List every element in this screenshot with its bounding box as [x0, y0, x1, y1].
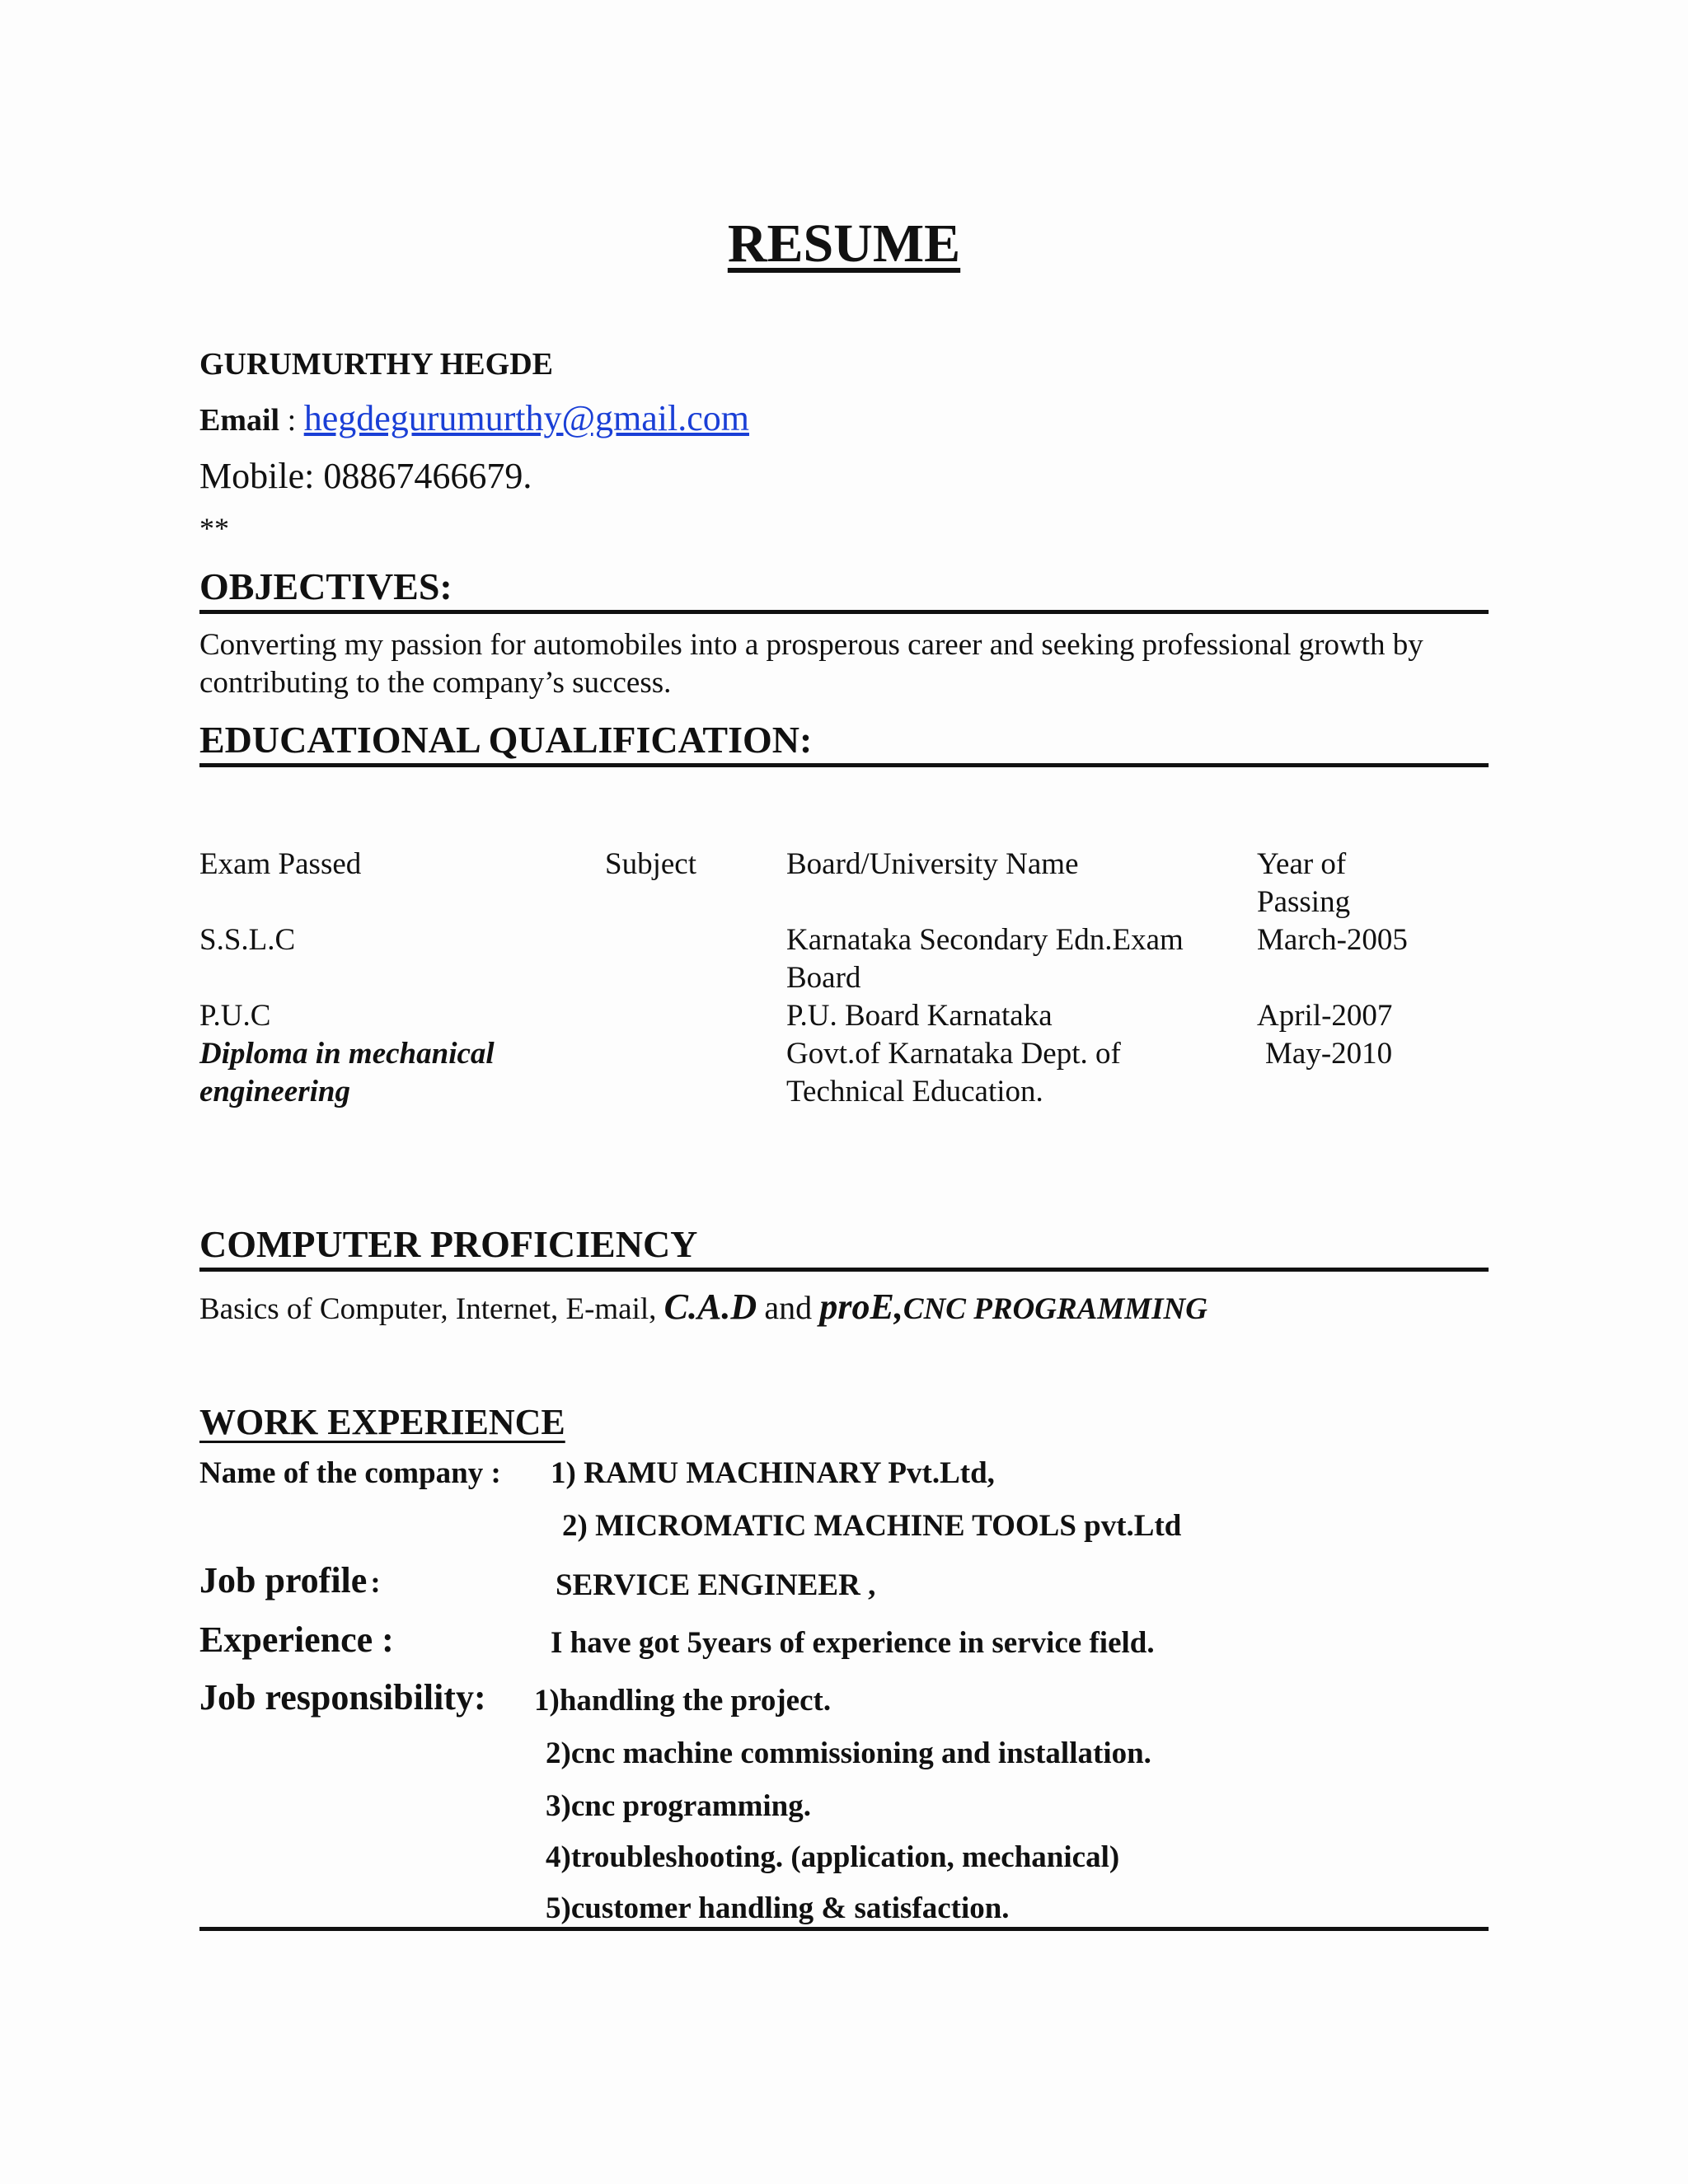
- table-cell-exam: P.U.C: [199, 999, 271, 1033]
- skill-proe: proE,: [819, 1286, 903, 1327]
- list-item: 2)cnc machine commissioning and installation.: [546, 1736, 1151, 1770]
- experience-label: Experience :: [199, 1619, 394, 1660]
- col-header-year: Year of Passing: [1257, 847, 1351, 919]
- table-cell-year: April-2007: [1257, 999, 1393, 1033]
- col-header-exam: Exam Passed: [199, 847, 362, 881]
- education-heading: EDUCATIONAL QUALIFICATION:: [199, 719, 1489, 767]
- job-profile-value: SERVICE ENGINEER ,: [556, 1568, 876, 1602]
- skill-cad: C.A.D: [663, 1286, 757, 1327]
- job-profile-separator: :: [370, 1566, 381, 1600]
- objectives-text: Converting my passion for automobiles into a prosperous career and seeking professional growth by contributing to the company’s success.: [199, 628, 1423, 700]
- email-line: [199, 397, 749, 439]
- skills-basics: Basics of Computer, Internet, E-mail,: [199, 1292, 657, 1326]
- computer-heading: COMPUTER PROFICIENCY: [199, 1223, 1489, 1272]
- table-cell-board: Karnataka Secondary Edn.Exam Board: [786, 923, 1184, 995]
- table-cell-board: Govt.of Karnataka Dept. of Technical Education.: [786, 1037, 1121, 1108]
- col-header-subject: Subject: [605, 847, 696, 881]
- company-1: 1) RAMU MACHINARY Pvt.Ltd,: [551, 1456, 995, 1490]
- work-heading-text: WORK EXPERIENCE: [199, 1402, 565, 1442]
- job-profile-label-line: [199, 1559, 381, 1601]
- col-header-board: Board/University Name: [786, 847, 1079, 881]
- computer-skills: [199, 1286, 1207, 1328]
- table-cell-exam: S.S.L.C: [199, 923, 296, 957]
- stars-marker: **: [199, 512, 229, 545]
- objectives-heading: OBJECTIVES:: [199, 565, 1489, 614]
- page-title: RESUME: [727, 213, 961, 274]
- email-link[interactable]: hegdegurumurthy@gmail.com: [303, 398, 749, 438]
- email-separator: :: [287, 403, 297, 438]
- bottom-divider: [199, 1927, 1489, 1931]
- experience-value: I have got 5years of experience in service field.: [551, 1626, 1155, 1660]
- email-label: Email: [199, 403, 280, 438]
- table-cell-year: May-2010: [1265, 1037, 1393, 1071]
- responsibility-label: Job responsibility:: [199, 1677, 486, 1718]
- work-heading: [199, 1401, 565, 1443]
- list-item: 3)cnc programming.: [546, 1789, 811, 1823]
- list-item: 5)customer handling & satisfaction.: [546, 1891, 1010, 1925]
- job-profile-label: Job profile: [199, 1560, 368, 1601]
- company-label: Name of the company :: [199, 1456, 501, 1490]
- list-item: 4)troubleshooting. (application, mechanical): [546, 1840, 1120, 1874]
- table-cell-board: P.U. Board Karnataka: [786, 999, 1053, 1033]
- company-2: 2) MICROMATIC MACHINE TOOLS pvt.Ltd: [562, 1509, 1182, 1543]
- list-item: 1)handling the project.: [534, 1684, 832, 1718]
- table-cell-year: March-2005: [1257, 923, 1408, 957]
- mobile-number: Mobile: 08867466679.: [199, 456, 532, 496]
- skills-and: and: [764, 1289, 813, 1326]
- candidate-name: GURUMURTHY HEGDE: [199, 347, 553, 382]
- table-cell-exam: Diploma in mechanical engineering: [199, 1037, 495, 1108]
- skill-cnc: CNC PROGRAMMING: [903, 1292, 1207, 1326]
